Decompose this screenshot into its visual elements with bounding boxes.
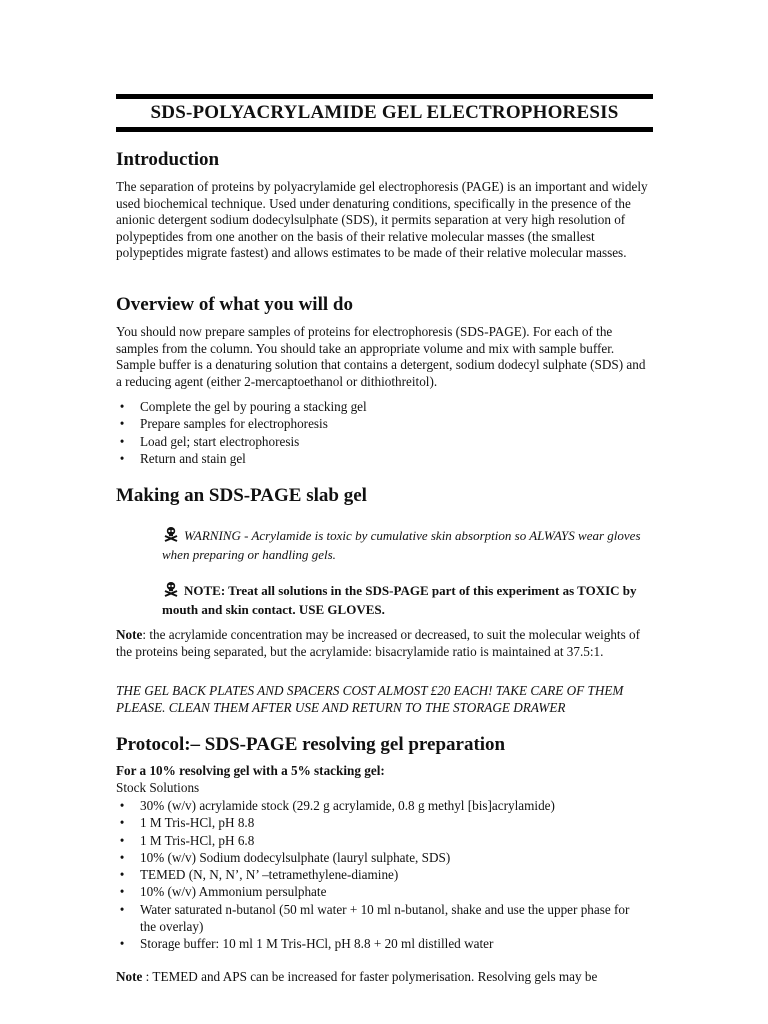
list-item-text: TEMED (N, N, N’, N’ –tetramethylene-diamine) (140, 867, 399, 883)
list-item (116, 935, 652, 952)
bullet-dot: • (119, 815, 125, 831)
list-item (116, 849, 652, 866)
introduction-paragraph: The separation of proteins by polyacrylamide gel electrophoresis (PAGE) is an important and widely used biochemical technique. Used under denaturing conditions, specifically in the presence of the anionic detergent sodium dodecylsulphate (SDS), it permits separation at very high resolution of polypeptides from one another on the basis of their relative molecular masses (the smallest polypeptides migrate fastest) and allows estimates to be made of their relative molecular masses. (116, 179, 648, 261)
list-item (116, 450, 652, 467)
overview-paragraph: You should now prepare samples of proteins for electrophoresis (SDS-PAGE). For each of the samples from the column. You should take an appropriate volume and mix with sample buffer. Sample buffer is a denaturing solution that contains a detergent, sodium dodecyl sulphate (SDS) and a reducing agent (either 2-mercaptoethanol or dithiothreitol). (116, 324, 646, 389)
bullet-dot: • (119, 416, 125, 432)
note-text: : the acrylamide concentration may be increased or decreased, to suit the molecular weights of the proteins being separated, but the acrylamide: bisacrylamide ratio is maintained at 37.5:1. (116, 627, 641, 659)
acrylamide-note (116, 627, 652, 660)
making-heading: Making an SDS-PAGE slab gel (116, 485, 367, 506)
overview-heading: Overview of what you will do (116, 294, 353, 315)
bullet-dot: • (119, 450, 125, 466)
list-item (116, 883, 652, 900)
list-item (116, 797, 652, 814)
bullet-dot: • (119, 849, 125, 865)
list-item-text: Water saturated n-butanol (50 ml water + 10 ml n-butanol, shake and use the upper phase for the overlay) (140, 901, 630, 935)
toxic-note-text: NOTE: Treat all solutions in the SDS-PAGE part of this experiment as TOXIC by mouth and skin contact. USE GLOVES. (162, 583, 637, 617)
list-item-text: 1 M Tris-HCl, pH 8.8 (140, 815, 255, 831)
protocol-subheading: For a 10% resolving gel with a 5% stacking gel: (116, 763, 385, 778)
list-item (116, 832, 652, 849)
final-note (116, 969, 652, 986)
skull-crossbones-icon (162, 526, 180, 542)
bullet-dot: • (119, 832, 125, 848)
bullet-dot: • (119, 399, 125, 414)
list-item (116, 415, 652, 432)
document-title: SDS-POLYACRYLAMIDE GEL ELECTROPHORESIS (150, 102, 619, 123)
list-item-text: Storage buffer: 10 ml 1 M Tris-HCl, pH 8.8 + 20 ml distilled water (140, 936, 494, 952)
protocol-heading: Protocol:– SDS-PAGE resolving gel preparation (116, 734, 506, 755)
bullet-dot: • (119, 867, 125, 883)
bullet-dot: • (119, 433, 125, 449)
list-item-text: Complete the gel by pouring a stacking gel (140, 399, 367, 414)
list-item (116, 433, 652, 450)
skull-crossbones-icon (162, 581, 180, 597)
list-item (116, 866, 652, 883)
acrylamide-warning (162, 526, 658, 564)
bullet-dot: • (119, 798, 125, 813)
bullet-dot: • (119, 901, 125, 917)
bullet-dot: • (119, 884, 125, 900)
warning-text: WARNING - Acrylamide is toxic by cumulative skin absorption so ALWAYS wear gloves when preparing or handling gels. (162, 528, 641, 562)
overview-bullet-list (116, 398, 652, 467)
note-label: Note (116, 627, 143, 642)
final-note-text: : TEMED and APS can be increased for faster polymerisation. Resolving gels may be (142, 969, 598, 984)
list-item-text: Return and stain gel (140, 450, 246, 466)
bullet-dot: • (119, 936, 125, 952)
introduction-heading: Introduction (116, 149, 220, 170)
title-rule-bottom (116, 127, 653, 132)
list-item (116, 398, 652, 415)
list-item (116, 901, 640, 936)
list-item-text: 1 M Tris-HCl, pH 6.8 (140, 832, 255, 848)
list-item-text: 30% (w/v) acrylamide stock (29.2 g acrylamide, 0.8 g methyl [bis]acrylamide) (140, 798, 555, 813)
gel-plates-warning: THE GEL BACK PLATES AND SPACERS COST ALMOST £20 EACH! TAKE CARE OF THEM PLEASE. CLEAN THEM AFTER USE AND RETURN TO THE STORAGE DRAWER (116, 683, 624, 715)
stock-solutions-label: Stock Solutions (116, 780, 200, 795)
toxic-note (162, 581, 658, 619)
list-item (116, 814, 652, 831)
stock-solutions-list (116, 797, 652, 953)
list-item-text: Load gel; start electrophoresis (140, 433, 300, 449)
list-item-text: Prepare samples for electrophoresis (140, 416, 328, 432)
list-item-text: 10% (w/v) Ammonium persulphate (140, 884, 327, 900)
final-note-label: Note (116, 969, 143, 984)
list-item-text: 10% (w/v) Sodium dodecylsulphate (lauryl sulphate, SDS) (140, 849, 451, 865)
